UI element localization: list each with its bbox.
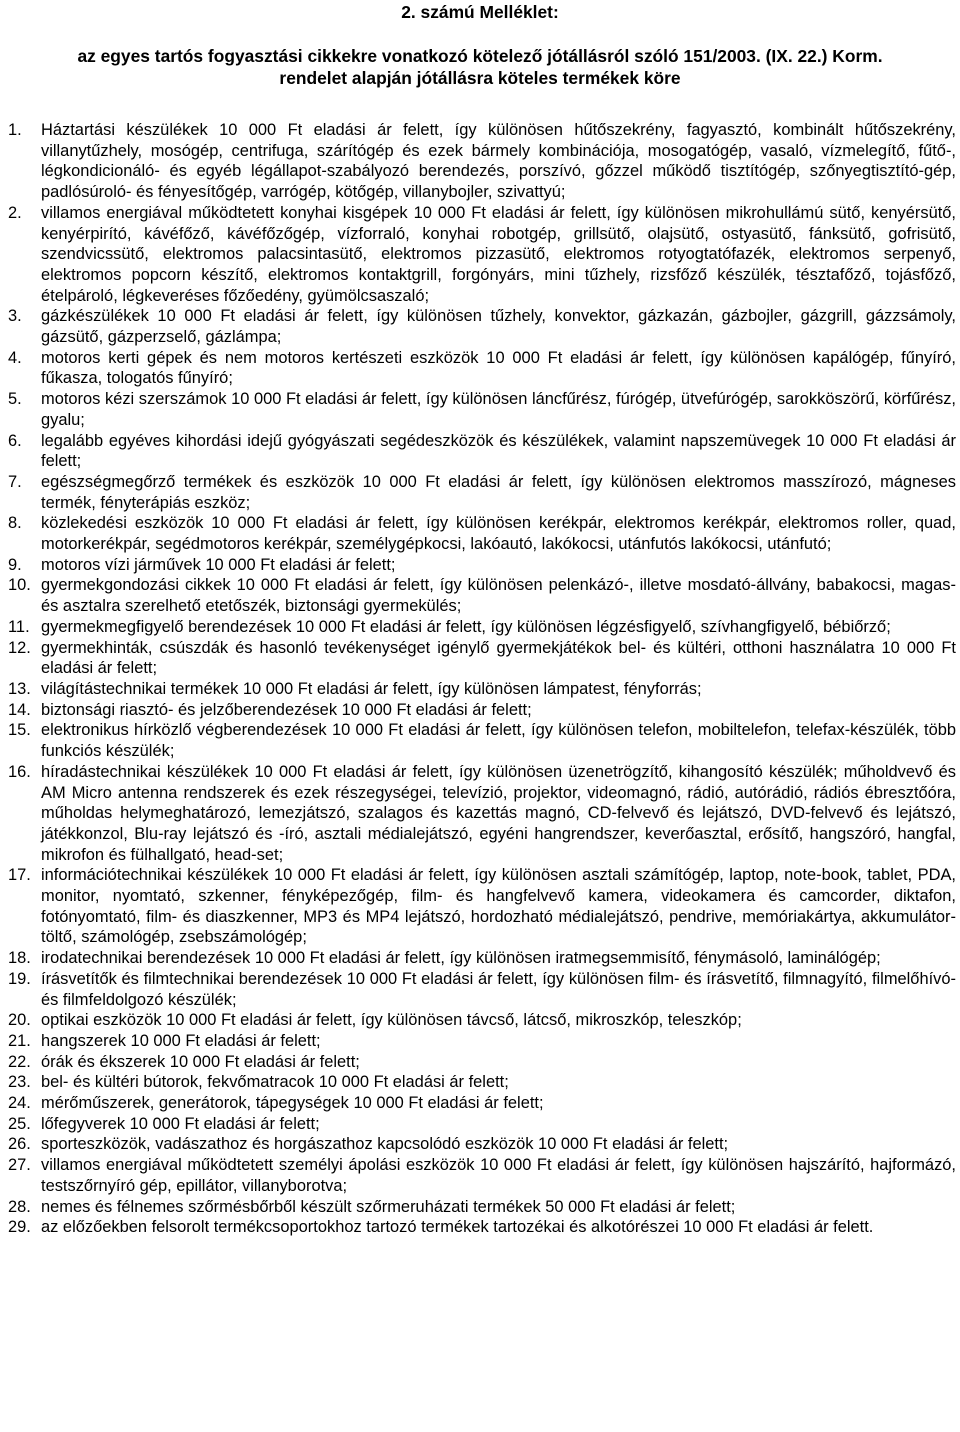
item-number: 2. — [8, 203, 22, 222]
item-number: 10. — [8, 576, 31, 595]
list-item — [8, 348, 956, 389]
decree-title — [0, 45, 960, 89]
item-text: gyermekhinták, csúszdák és hasonló tevékenységet igénylő gyermekjátékok bel- és kültéri, otthoni használatra 10 000 Ft eladási ár felett; — [41, 638, 956, 678]
list-item — [8, 679, 956, 700]
item-number: 14. — [8, 700, 31, 719]
list-item — [8, 1052, 956, 1073]
item-text: biztonsági riasztó- és jelzőberendezések 10 000 Ft eladási ár felett; — [41, 700, 532, 719]
item-number: 6. — [8, 431, 22, 450]
list-item — [8, 555, 956, 576]
item-number: 9. — [8, 555, 22, 574]
item-number: 29. — [8, 1218, 31, 1237]
item-number: 1. — [8, 121, 22, 139]
item-number: 16. — [8, 762, 31, 781]
list-item — [8, 1010, 956, 1031]
item-number: 27. — [8, 1156, 31, 1175]
item-text: motoros kézi szerszámok 10 000 Ft eladási ár felett, így különösen láncfűrész, fúrógép, ütvefúrógép, sarokköszörű, körfűrész, gyalu; — [41, 390, 956, 429]
list-item — [8, 1093, 956, 1114]
item-text: sporteszközök, vadászathoz és horgászathoz kapcsolódó eszközök 10 000 Ft eladási ár felett; — [41, 1135, 729, 1154]
list-item — [8, 638, 956, 679]
list-item — [8, 389, 956, 430]
item-number: 7. — [8, 472, 22, 491]
item-text: villamos energiával működtetett konyhai kisgépek 10 000 Ft eladási ár felett, így különösen mikrohullámú sütő, kenyérsütő, kenyérpirító, kávéfőző, kávéfőzőgép, vízforraló, konyhai robotgép, grillsütő, olajsütő, ostyasütő, fánksütő, gofrisütő, szendvicssütő, elektromos palacsintasütő, elektromos pizzasütő, elektromos rotyogtatófazék, elektromos serpenyő, elektromos popcorn készítő, elektromos kontaktgrill, forgónyárs, mini tűzhely, rizsfőző készülék, tésztafőző, tojásfőző, ételpároló, légkeveréses főzőedény, gyümölcsaszaló; — [41, 203, 956, 305]
item-text: motoros kerti gépek és nem motoros kertészeti eszközök 10 000 Ft eladási ár felett, így különösen kapálógép, fűnyíró, fűkasza, tologatós fűnyíró; — [41, 348, 956, 388]
item-number: 11. — [8, 617, 30, 636]
item-text: gázkészülékek 10 000 Ft eladási ár felett, így különösen tűzhely, konvektor, gázkazán, gázbojler, gázgrill, gázzsámoly, gázsütő, gázperzselő, gázlámpa; — [41, 307, 956, 347]
item-number: 22. — [8, 1052, 31, 1071]
list-item — [8, 1155, 956, 1196]
list-item — [8, 1114, 956, 1135]
item-text: az előzőekben felsorolt termékcsoportokhoz tartozó termékek tartozékai és alkotórészei 10 000 Ft eladási ár felett. — [41, 1218, 874, 1237]
list-item — [8, 865, 956, 948]
item-text: villamos energiával működtetett személyi ápolási eszközök 10 000 Ft eladási ár felett, így különösen hajszárító, hajformázó, testszőrnyíró gép, epillátor, villanyborotva; — [41, 1156, 956, 1195]
item-text: irodatechnikai berendezések 10 000 Ft eladási ár felett, így különösen iratmegsemmisítő, fénymásoló, laminálógép; — [41, 949, 881, 968]
list-item — [8, 1031, 956, 1052]
item-number: 4. — [8, 348, 22, 367]
item-text: motoros vízi járművek 10 000 Ft eladási ár felett; — [41, 555, 396, 574]
list-item — [8, 1072, 956, 1093]
item-text: hangszerek 10 000 Ft eladási ár felett; — [41, 1031, 321, 1050]
list-item — [8, 1134, 956, 1155]
item-text: optikai eszközök 10 000 Ft eladási ár felett, így különösen távcső, látcső, mikroszkóp, teleszkóp; — [41, 1011, 742, 1030]
item-text: Háztartási készülékek 10 000 Ft eladási ár felett, így különösen hűtőszekrény, fagyasztó, kombinált hűtőszekrény, villanytűzhely, mosógép, centrifuga, szárítógép és ezek bármely kombinációja, mosogatógép, vasaló, vízmelegítő, fűtő-, légkondicionáló- és egyéb légállapot-szabályozó berendezés, porszívó, gőzzel működő tisztítógép, szőnyegtisztító-gép, padlósúroló- és fényesítőgép, varrógép, kötőgép, villanybojler, szivattyú; — [41, 121, 956, 202]
list-item — [8, 203, 956, 307]
item-text: órák és ékszerek 10 000 Ft eladási ár felett; — [41, 1052, 360, 1071]
item-text: gyermekmegfigyelő berendezések 10 000 Ft eladási ár felett, így különösen légzésfigyelő, szívhangfigyelő, bébiőrző; — [41, 617, 891, 636]
decree-title-line1: az egyes tartós fogyasztási cikkekre vonatkozó kötelező jótállásról szóló 151/2003. (IX. 22.) Korm. — [77, 46, 883, 66]
item-number: 19. — [8, 969, 31, 988]
list-item — [8, 617, 956, 638]
list-item — [8, 1197, 956, 1218]
item-number: 3. — [8, 307, 22, 326]
item-text: közlekedési eszközök 10 000 Ft eladási ár felett, így különösen kerékpár, elektromos kerékpár, elektromos roller, quad, motorkerékpár, segédmotoros kerékpár, személygépkocsi, lakóautó, lakókocsi, utánfutós lakókocsi, utánfutó; — [41, 514, 956, 554]
list-item — [8, 762, 956, 866]
item-number: 28. — [8, 1197, 31, 1216]
product-list — [8, 120, 956, 1238]
item-number: 8. — [8, 514, 22, 533]
item-text: lőfegyverek 10 000 Ft eladási ár felett; — [41, 1114, 320, 1133]
item-number: 12. — [8, 638, 31, 657]
item-text: nemes és félnemes szőrmésbőrből készült szőrmeruházati termékek 50 000 Ft eladási ár felett; — [41, 1197, 736, 1216]
item-text: egészségmegőrző termékek és eszközök 10 000 Ft eladási ár felett, így különösen elektromos masszírozó, mágneses termék, fényterápiás eszköz; — [41, 472, 956, 512]
item-text: világítástechnikai termékek 10 000 Ft eladási ár felett, így különösen lámpatest, fényforrás; — [41, 679, 702, 698]
item-number: 13. — [8, 679, 31, 698]
list-item — [8, 431, 956, 472]
item-number: 24. — [8, 1094, 31, 1113]
item-text: elektronikus hírközlő végberendezések 10 000 Ft eladási ár felett, így különösen telefon, mobiltelefon, telefax-készülék, több funkciós készülék; — [41, 721, 956, 761]
item-text: információtechnikai készülékek 10 000 Ft eladási ár felett, így különösen asztali számítógép, laptop, note-book, tablet, PDA, monitor, nyomtató, szkenner, fényképezőgép, film- és hangfelvevő kamera, videokamera és camcorder, diktafon, fotónyomtató, film- és diaszkenner, MP3 és MP4 lejátszó, hordozható médialejátszó, pendrive, memóriakártya, akkumulátor-töltő, számológép, zsebszámológép; — [41, 866, 956, 947]
item-text: gyermekgondozási cikkek 10 000 Ft eladási ár felett, így különösen pelenkázó-, illetve mosdató-állvány, babakocsi, magas- és asztalra szerelhető etetőszék, biztonsági gyermekülés; — [41, 576, 956, 616]
item-text: bel- és kültéri bútorok, fekvőmatracok 10 000 Ft eladási ár felett; — [41, 1073, 509, 1092]
item-text: mérőműszerek, generátorok, tápegységek 10 000 Ft eladási ár felett; — [41, 1094, 544, 1113]
item-number: 15. — [8, 721, 31, 740]
item-text: legalább egyéves kihordási idejű gyógyászati segédeszközök és készülékek, valamint napszemüvegek 10 000 Ft eladási ár felett; — [41, 431, 956, 471]
list-item — [8, 948, 956, 969]
item-text: híradástechnikai készülékek 10 000 Ft eladási ár felett, így különösen üzenetrögzítő, kihangosító készülék; műholdvevő és AM Micro antenna rendszerek és ezek részegységei, televízió, projektor, videomagnó, rádió, autórádió, rádiós ébresztőóra, műholdas helymeghatározó, lemezjátszó, szalagos és kazettás magnó, CD-felvevő és lejátszó, DVD-felvevő és lejátszó, játékkonzol, Blu-ray lejátszó és -író, asztali médialejátszó, egyéni hangrendszer, keverőasztal, erősítő, hangszóró, hangfal, mikrofon és fülhallgató, head-set; — [41, 762, 956, 864]
item-number: 18. — [8, 949, 31, 968]
item-number: 21. — [8, 1031, 31, 1050]
item-number: 5. — [8, 390, 22, 409]
list-item — [8, 120, 956, 203]
annex-title: 2. számú Melléklet: — [401, 2, 559, 22]
list-item — [8, 575, 956, 616]
list-item — [8, 513, 956, 554]
item-number: 26. — [8, 1135, 31, 1154]
list-item — [8, 306, 956, 347]
decree-title-line2: rendelet alapján jótállásra köteles termékek köre — [279, 68, 681, 88]
item-number: 23. — [8, 1073, 31, 1092]
item-number: 20. — [8, 1011, 31, 1030]
list-item — [8, 1217, 956, 1238]
item-text: írásvetítők és filmtechnikai berendezések 10 000 Ft eladási ár felett, így különösen film- és írásvetítő, filmnagyító, filmelőhívó- és filmfeldolgozó készülék; — [41, 969, 956, 1009]
list-item — [8, 472, 956, 513]
list-item — [8, 720, 956, 761]
list-item — [8, 700, 956, 721]
list-item — [8, 969, 956, 1010]
item-number: 25. — [8, 1114, 31, 1133]
item-number: 17. — [8, 866, 31, 885]
